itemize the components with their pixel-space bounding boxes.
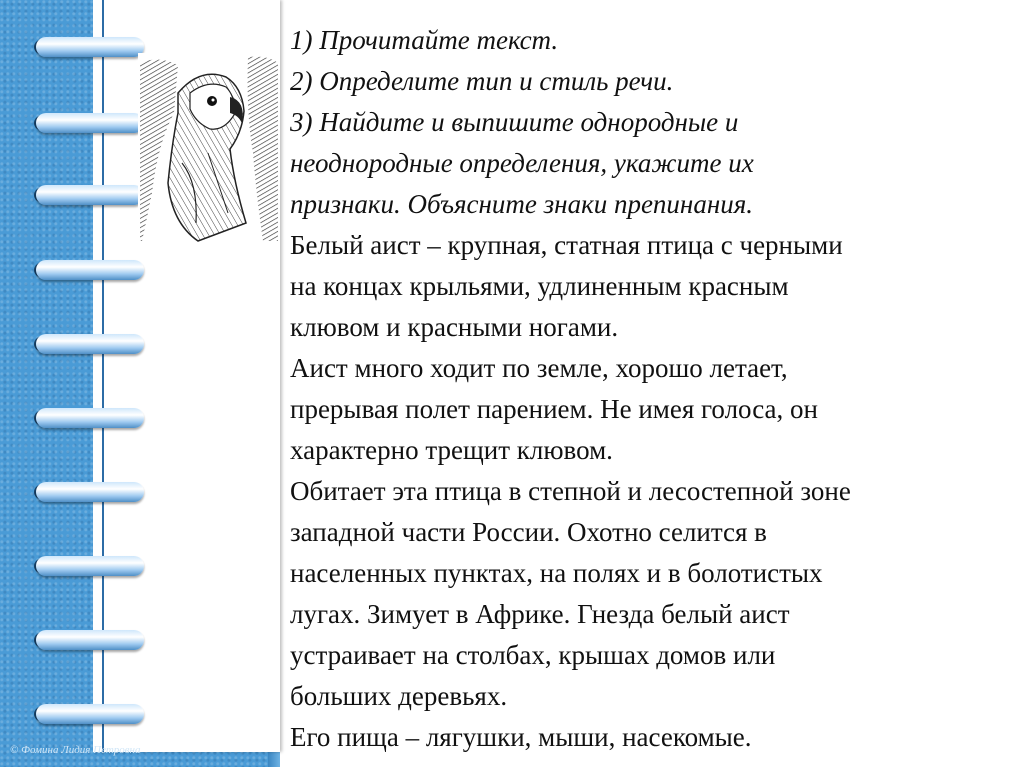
binder-ring: [36, 556, 144, 576]
task-line: 1) Прочитайте текст.: [290, 25, 559, 55]
body-line: прерывая полет парением. Не имея голоса, он: [290, 394, 818, 424]
binder-ring: [36, 704, 144, 724]
binder-ring: [36, 185, 144, 205]
body-line: больших деревьях.: [290, 681, 508, 711]
body-line: западной части России. Охотно селится в: [290, 517, 767, 547]
body-line: Аист много ходит по земле, хорошо летает,: [290, 353, 788, 383]
body-line: населенных пунктах, на полях и в болотистых: [290, 558, 823, 588]
task-line: 2) Определите тип и стиль речи.: [290, 66, 674, 96]
body-line: характерно трещит клювом.: [290, 435, 613, 465]
binder-ring: [36, 334, 144, 354]
text-block: [290, 20, 1015, 758]
binder-ring: [36, 113, 144, 133]
body-line: Его пища – лягушки, мыши, насекомые.: [290, 722, 752, 752]
binder-ring: [36, 482, 144, 502]
author-watermark: © Фомина Лидия Петровна: [10, 744, 141, 756]
binder-ring: [36, 408, 144, 428]
body-line: лугах. Зимует в Африке. Гнезда белый аист: [290, 599, 790, 629]
body-line: Обитает эта птица в степной и лесостепной зоне: [290, 476, 851, 506]
binder-ring: [36, 630, 144, 650]
task-line: неоднородные определения, укажите их: [290, 148, 754, 178]
body-line: клювом и красными ногами.: [290, 312, 619, 342]
bird-illustration: [138, 53, 280, 243]
body-line: на концах крыльями, удлиненным красным: [290, 271, 789, 301]
body-line: устраивает на столбах, крышах домов или: [290, 640, 776, 670]
body-line: Белый аист – крупная, статная птица с черными: [290, 230, 843, 260]
binder-ring: [36, 260, 144, 280]
binder-ring: [36, 37, 144, 57]
task-line: 3) Найдите и выпишите однородные и: [290, 107, 739, 137]
task-line: признаки. Объясните знаки препинания.: [290, 189, 754, 219]
